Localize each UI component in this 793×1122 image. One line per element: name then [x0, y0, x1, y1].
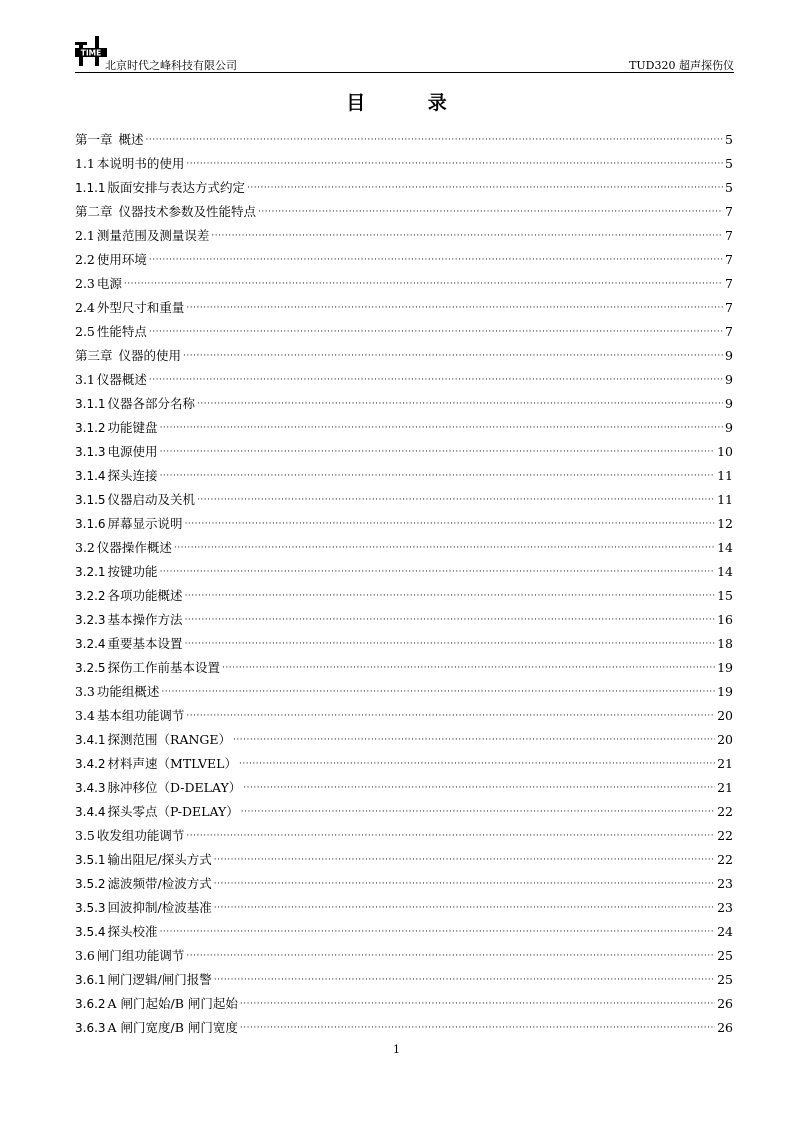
toc-entry-page: 23 [717, 900, 733, 915]
toc-entry[interactable] [75, 1014, 733, 1038]
toc-dot-leader [214, 970, 715, 990]
toc-entry-title: 探头连接 [107, 468, 158, 483]
toc-entry[interactable] [75, 222, 733, 246]
toc-entry-page: 14 [717, 540, 733, 555]
toc-entry-number: 3.4.3 [75, 781, 106, 795]
toc-entry-number: 3.1.5 [75, 493, 106, 507]
toc-entry-number: 3.4.4 [75, 805, 106, 819]
toc-entry-number: 3.4.1 [75, 733, 106, 747]
toc-entry[interactable] [75, 270, 733, 294]
logo-text: TIME [80, 48, 102, 58]
toc-entry[interactable] [75, 510, 733, 534]
toc-entry-page: 22 [717, 804, 733, 819]
toc-dot-leader [149, 370, 723, 390]
toc-dot-leader [160, 922, 716, 942]
toc-entry-page: 24 [717, 924, 733, 939]
toc-entry[interactable] [75, 294, 733, 318]
toc-entry-number: 3.2.3 [75, 613, 106, 627]
toc-dot-leader [160, 466, 716, 486]
toc-entry-title: A 闸门宽度/B 闸门宽度 [107, 1020, 238, 1035]
toc-entry-title: 探伤工作前基本设置 [107, 660, 221, 675]
page-header [75, 36, 734, 74]
toc-entry-number: 3.2.2 [75, 589, 106, 603]
toc-entry-page: 15 [717, 588, 733, 603]
toc-entry[interactable] [75, 342, 733, 366]
toc-entry-title: 测量范围及测量误差 [96, 228, 210, 243]
toc-entry-number: 3.6 [75, 948, 95, 963]
toc-dot-leader [240, 1018, 715, 1038]
toc-entry-title: 闸门组功能调节 [96, 948, 185, 963]
toc-entry-title: 仪器的使用 [118, 348, 182, 363]
toc-dot-leader [211, 226, 723, 246]
toc-dot-leader [183, 346, 723, 366]
toc-dot-leader [185, 610, 716, 630]
toc-entry-page: 9 [725, 348, 733, 363]
toc-dot-leader [240, 994, 715, 1014]
toc-entry-page: 18 [717, 636, 733, 651]
toc-entry-title: 外型尺寸和重量 [96, 300, 185, 315]
toc-entry-page: 9 [725, 396, 733, 411]
toc-entry-page: 7 [725, 204, 733, 219]
product-name: TUD320 超声探伤仪 [629, 59, 734, 72]
toc-entry-page: 11 [717, 492, 733, 507]
toc-entry-page: 7 [725, 300, 733, 315]
toc-entry-page: 23 [717, 876, 733, 891]
toc-dot-leader [239, 754, 715, 774]
toc-entry-title: 本说明书的使用 [96, 156, 185, 171]
toc-entry-number: 3.5 [75, 828, 95, 843]
toc-entry-page: 11 [717, 468, 733, 483]
toc-entry-page: 22 [717, 828, 733, 843]
toc-entry[interactable] [75, 606, 733, 630]
toc-entry-title: 仪器启动及关机 [107, 492, 196, 507]
toc-dot-leader [243, 778, 715, 798]
toc-entry-page: 10 [717, 444, 733, 459]
toc-dot-leader [186, 298, 723, 318]
toc-entry-title: 回波抑制/检波基准 [107, 900, 212, 915]
toc-entry-page: 5 [725, 132, 733, 147]
toc-entry-number: 3.5.2 [75, 877, 106, 891]
toc-entry-page: 7 [725, 228, 733, 243]
toc-entry-page: 25 [717, 972, 733, 987]
toc-entry[interactable] [75, 870, 733, 894]
toc-entry-title: 各项功能概述 [107, 588, 183, 603]
toc-entry[interactable] [75, 534, 733, 558]
toc-entry-title: 闸门逻辑/闸门报警 [107, 972, 212, 987]
page-number: 1 [393, 1043, 400, 1056]
company-name: 北京时代之峰科技有限公司 [105, 59, 237, 72]
toc-entry-number: 3.2.5 [75, 661, 106, 675]
toc-entry-number: 2.5 [75, 324, 95, 339]
toc-entry-number: 2.2 [75, 252, 95, 267]
toc-entry-number: 3.5.3 [75, 901, 106, 915]
toc-entry-number: 3.1.6 [75, 517, 106, 531]
toc-dot-leader [214, 874, 715, 894]
toc-entry-title: 探测范围（RANGE） [107, 732, 232, 747]
toc-entry-title: 材料声速（MTLVEL） [107, 756, 237, 771]
toc-entry-page: 22 [717, 852, 733, 867]
toc-entry-number: 3.4 [75, 708, 95, 723]
toc-entry-title: 功能组概述 [96, 684, 160, 699]
toc-entry-title: 功能键盘 [107, 420, 158, 435]
toc-dot-leader [185, 514, 716, 534]
toc-entry-title: 基本操作方法 [107, 612, 183, 627]
toc-dot-leader [197, 394, 723, 414]
toc-entry-page: 20 [717, 708, 733, 723]
toc-entry[interactable] [75, 774, 733, 798]
toc-dot-leader [186, 826, 715, 846]
toc-entry[interactable] [75, 390, 733, 414]
toc-dot-leader [174, 538, 715, 558]
toc-entry-number: 2.1 [75, 228, 95, 243]
toc-dot-leader [233, 730, 715, 750]
toc-entry[interactable] [75, 990, 733, 1014]
toc-dot-leader [149, 250, 723, 270]
toc-dot-leader [161, 682, 715, 702]
toc-entry[interactable] [75, 654, 733, 678]
toc-entry-page: 16 [717, 612, 733, 627]
toc-entry[interactable] [75, 198, 733, 222]
toc-entry-title: 仪器操作概述 [96, 540, 172, 555]
toc-entry-page: 26 [717, 1020, 733, 1035]
toc-entry-number: 3.2 [75, 540, 95, 555]
toc-entry-title: 输出阻尼/探头方式 [107, 852, 212, 867]
toc-entry-number: 3.1.4 [75, 469, 106, 483]
toc-entry[interactable] [75, 678, 733, 702]
toc-entry[interactable] [75, 630, 733, 654]
toc-entry[interactable] [75, 246, 733, 270]
toc-entry[interactable] [75, 942, 733, 966]
toc-entry-title: 屏幕显示说明 [107, 516, 183, 531]
toc-dot-leader [160, 562, 716, 582]
toc-entry-page: 21 [717, 780, 733, 795]
toc-entry[interactable] [75, 558, 733, 582]
toc-entry-page: 19 [717, 684, 733, 699]
toc-entry[interactable] [75, 798, 733, 822]
toc-entry-title: 版面安排与表达方式约定 [107, 180, 246, 195]
toc-entry-page: 25 [717, 948, 733, 963]
toc-entry[interactable] [75, 150, 733, 174]
toc-entry[interactable] [75, 894, 733, 918]
toc-dot-leader [214, 898, 715, 918]
toc-entry-page: 26 [717, 996, 733, 1011]
toc-entry-title: 按键功能 [107, 564, 158, 579]
toc-entry[interactable] [75, 822, 733, 846]
toc-entry-number: 3.1.3 [75, 445, 106, 459]
table-of-contents [75, 126, 733, 1038]
toc-entry-number: 3.5.4 [75, 925, 106, 939]
toc-entry[interactable] [75, 582, 733, 606]
toc-dot-leader [186, 706, 715, 726]
toc-entry-title: 探头零点（P-DELAY） [107, 804, 239, 819]
toc-entry-number: 3.6.1 [75, 973, 106, 987]
toc-entry-title: 性能特点 [96, 324, 147, 339]
toc-entry-number: 3.1.2 [75, 421, 106, 435]
toc-dot-leader [185, 634, 716, 654]
toc-entry-number: 1.1 [75, 156, 95, 171]
toc-entry-number: 2.4 [75, 300, 95, 315]
toc-entry-page: 7 [725, 252, 733, 267]
toc-dot-leader [197, 490, 715, 510]
toc-entry-title: 电源使用 [107, 444, 158, 459]
toc-dot-leader [160, 418, 723, 438]
toc-entry[interactable] [75, 486, 733, 510]
toc-entry-number: 2.3 [75, 276, 95, 291]
toc-entry[interactable] [75, 462, 733, 486]
toc-entry[interactable] [75, 918, 733, 942]
toc-entry[interactable] [75, 846, 733, 870]
toc-entry-number: 第一章 [75, 132, 113, 147]
toc-entry[interactable] [75, 750, 733, 774]
toc-dot-leader [222, 658, 715, 678]
toc-entry[interactable] [75, 126, 733, 150]
toc-dot-leader [214, 850, 715, 870]
toc-entry-page: 9 [725, 420, 733, 435]
toc-dot-leader [186, 154, 723, 174]
header-rule [75, 72, 734, 73]
toc-entry-number: 3.2.1 [75, 565, 106, 579]
toc-dot-leader [146, 130, 724, 150]
toc-entry-page: 19 [717, 660, 733, 675]
toc-entry[interactable] [75, 366, 733, 390]
toc-entry-title: 仪器概述 [96, 372, 147, 387]
toc-entry-title: 滤波频带/检波方式 [107, 876, 212, 891]
toc-entry-title: 脉冲移位（D-DELAY） [107, 780, 242, 795]
toc-entry-page: 5 [725, 156, 733, 171]
toc-entry-number: 3.3 [75, 684, 95, 699]
toc-entry-page: 7 [725, 276, 733, 291]
toc-entry-title: 仪器各部分名称 [107, 396, 196, 411]
toc-dot-leader [186, 946, 715, 966]
toc-dot-leader [241, 802, 715, 822]
toc-entry-number: 3.1.1 [75, 397, 106, 411]
toc-entry-title: 探头校准 [107, 924, 158, 939]
toc-dot-leader [258, 202, 723, 222]
toc-entry-page: 5 [725, 180, 733, 195]
toc-entry-number: 3.5.1 [75, 853, 106, 867]
toc-entry-page: 20 [717, 732, 733, 747]
toc-dot-leader [185, 586, 716, 606]
toc-entry-page: 7 [725, 324, 733, 339]
toc-entry-page: 12 [717, 516, 733, 531]
toc-dot-leader [160, 442, 716, 462]
toc-entry[interactable] [75, 726, 733, 750]
toc-entry-page: 21 [717, 756, 733, 771]
toc-dot-leader [247, 178, 723, 198]
toc-entry-title: 使用环境 [96, 252, 147, 267]
toc-dot-leader [149, 322, 723, 342]
toc-entry-title: 基本组功能调节 [96, 708, 185, 723]
toc-entry[interactable] [75, 414, 733, 438]
toc-entry-title: 仪器技术参数及性能特点 [118, 204, 257, 219]
toc-entry[interactable] [75, 174, 733, 198]
toc-entry-number: 3.6.2 [75, 997, 106, 1011]
toc-entry-page: 14 [717, 564, 733, 579]
toc-entry-page: 9 [725, 372, 733, 387]
toc-entry-number: 3.2.4 [75, 637, 106, 651]
toc-entry-number: 3.1 [75, 372, 95, 387]
toc-entry-number: 1.1.1 [75, 181, 106, 195]
toc-entry-number: 3.4.2 [75, 757, 106, 771]
toc-entry-number: 第三章 [75, 348, 113, 363]
company-logo [75, 36, 107, 68]
toc-entry-title: 概述 [118, 132, 144, 147]
toc-entry-number: 第二章 [75, 204, 113, 219]
toc-entry[interactable] [75, 318, 733, 342]
toc-entry[interactable] [75, 702, 733, 726]
toc-entry[interactable] [75, 438, 733, 462]
toc-dot-leader [124, 274, 723, 294]
page-title: 目 录 [346, 92, 475, 114]
toc-entry-title: 收发组功能调节 [96, 828, 185, 843]
toc-entry[interactable] [75, 966, 733, 990]
toc-entry-title: 电源 [96, 276, 122, 291]
toc-entry-number: 3.6.3 [75, 1021, 106, 1035]
toc-entry-title: A 闸门起始/B 闸门起始 [107, 996, 238, 1011]
toc-entry-title: 重要基本设置 [107, 636, 183, 651]
